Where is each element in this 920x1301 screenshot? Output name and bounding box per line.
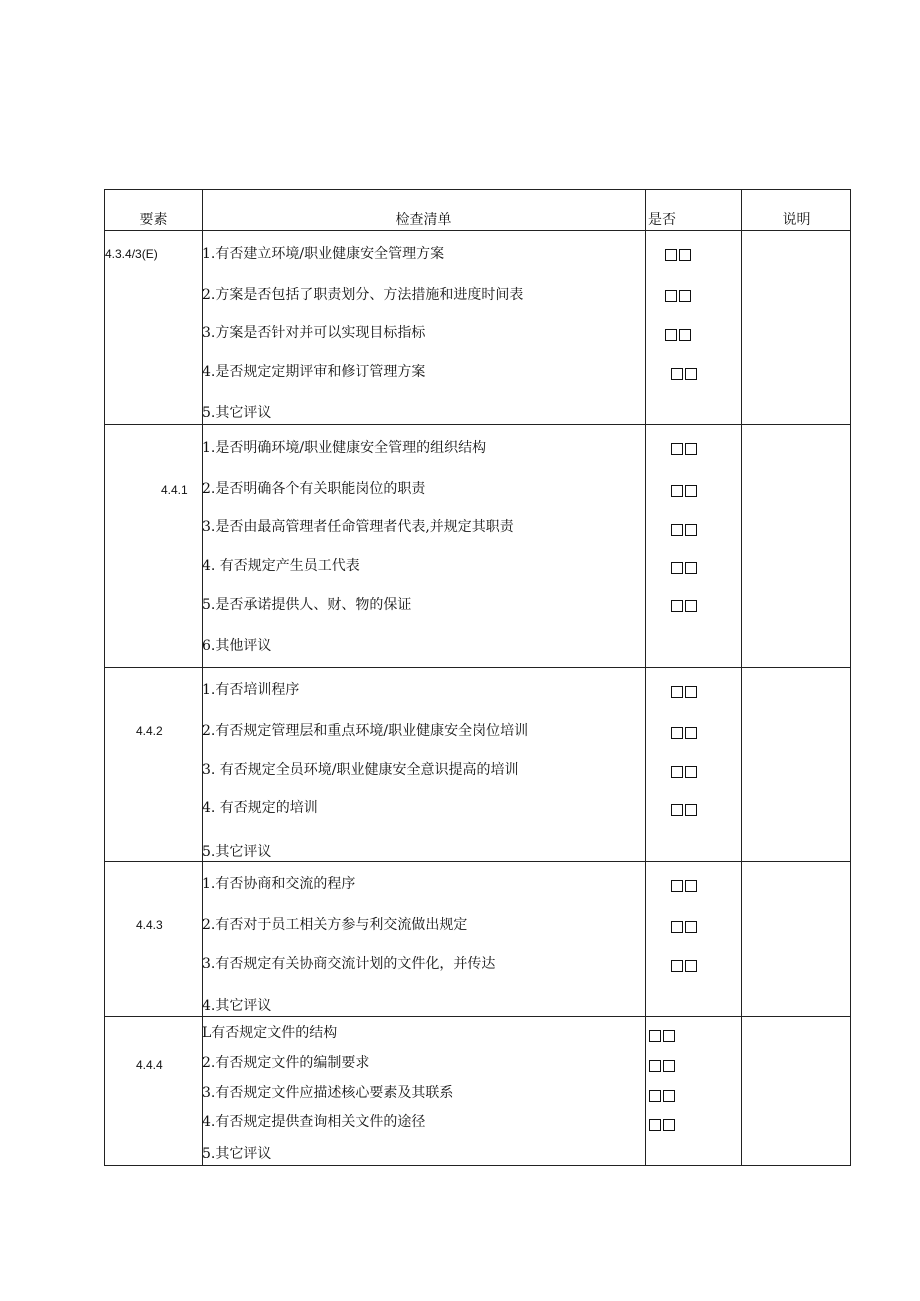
checklist-item: 2.是否明确各个有关职能岗位的职责 — [202, 481, 426, 497]
checklist-item: 4. 有否规定的培训 — [202, 800, 318, 816]
row-divider — [105, 230, 850, 231]
yes-checkbox[interactable] — [649, 1090, 661, 1102]
yes-checkbox[interactable] — [671, 766, 683, 778]
checklist-item: 3. 有否规定全员环境/职业健康安全意识提高的培训 — [202, 762, 519, 778]
header-element: 要素 — [139, 212, 168, 228]
checklist-item: 2.方案是否包括了职责划分、方法措施和进度时间表 — [202, 287, 524, 303]
header-yesno: 是否 — [648, 212, 676, 228]
yes-checkbox[interactable] — [671, 686, 683, 698]
yes-no-checkboxes[interactable] — [665, 329, 691, 341]
checklist-item: 1.是否明确环境/职业健康安全管理的组织结构 — [202, 440, 487, 456]
checklist-item: 2.有否对于员工相关方参与利交流做出规定 — [202, 917, 468, 933]
yes-no-checkboxes[interactable] — [671, 880, 697, 892]
no-checkbox[interactable] — [663, 1090, 675, 1102]
no-checkbox[interactable] — [663, 1060, 675, 1072]
yes-checkbox[interactable] — [671, 443, 683, 455]
row-divider — [105, 861, 850, 862]
checklist-item: 5.其它评议 — [202, 1146, 272, 1162]
yes-no-checkboxes[interactable] — [671, 804, 697, 816]
yes-no-checkboxes[interactable] — [671, 727, 697, 739]
checklist-item: L有否规定文件的结构 — [202, 1025, 338, 1041]
header-remarks: 说明 — [782, 212, 811, 228]
yes-checkbox[interactable] — [671, 485, 683, 497]
no-checkbox[interactable] — [685, 443, 697, 455]
yes-no-checkboxes[interactable] — [671, 485, 697, 497]
no-checkbox[interactable] — [685, 600, 697, 612]
no-checkbox[interactable] — [685, 804, 697, 816]
no-checkbox[interactable] — [663, 1030, 675, 1042]
no-checkbox[interactable] — [679, 249, 691, 261]
yes-checkbox[interactable] — [671, 960, 683, 972]
no-checkbox[interactable] — [685, 562, 697, 574]
column-divider — [741, 190, 742, 1165]
checklist-item: 4.是否规定定期评审和修订管理方案 — [202, 364, 426, 380]
yes-checkbox[interactable] — [649, 1060, 661, 1072]
yes-no-checkboxes[interactable] — [649, 1119, 675, 1131]
yes-no-checkboxes[interactable] — [649, 1060, 675, 1072]
checklist-item: 3.有否规定有关协商交流计划的文件化，并传达 — [202, 956, 496, 972]
yes-no-checkboxes[interactable] — [671, 921, 697, 933]
checklist-item: 4.有否规定提供查询相关文件的途径 — [202, 1114, 426, 1130]
no-checkbox[interactable] — [685, 485, 697, 497]
checklist-item: 1.有否培训程序 — [202, 682, 300, 698]
checklist-item: 5.其它评议 — [202, 844, 272, 860]
no-checkbox[interactable] — [663, 1119, 675, 1131]
yes-checkbox[interactable] — [671, 727, 683, 739]
checklist-item: 5.是否承诺提供人、财、物的保证 — [202, 597, 412, 613]
yes-checkbox[interactable] — [671, 921, 683, 933]
yes-no-checkboxes[interactable] — [649, 1090, 675, 1102]
yes-checkbox[interactable] — [671, 880, 683, 892]
no-checkbox[interactable] — [685, 368, 697, 380]
yes-checkbox[interactable] — [671, 562, 683, 574]
checklist-item: 1.有否协商和交流的程序 — [202, 876, 356, 892]
yes-no-checkboxes[interactable] — [671, 960, 697, 972]
yes-no-checkboxes[interactable] — [665, 249, 691, 261]
yes-no-checkboxes[interactable] — [671, 524, 697, 536]
yes-checkbox[interactable] — [665, 329, 677, 341]
no-checkbox[interactable] — [685, 960, 697, 972]
checklist-item: 6.其他评议 — [202, 638, 272, 654]
row-divider — [105, 667, 850, 668]
no-checkbox[interactable] — [679, 329, 691, 341]
no-checkbox[interactable] — [685, 524, 697, 536]
no-checkbox[interactable] — [685, 880, 697, 892]
yes-no-checkboxes[interactable] — [671, 443, 697, 455]
yes-no-checkboxes[interactable] — [649, 1030, 675, 1042]
yes-checkbox[interactable] — [649, 1030, 661, 1042]
yes-checkbox[interactable] — [671, 600, 683, 612]
checklist-item: 3.方案是否针对并可以实现目标指标 — [202, 325, 426, 341]
yes-no-checkboxes[interactable] — [671, 368, 697, 380]
checklist-item: 4. 有否规定产生员工代表 — [202, 558, 360, 574]
header-checklist: 检查清单 — [395, 212, 452, 228]
checklist-item: 2.有否规定管理层和重点环境/职业健康安全岗位培训 — [202, 723, 529, 739]
yes-no-checkboxes[interactable] — [671, 600, 697, 612]
column-divider — [645, 190, 646, 1165]
yes-no-checkboxes[interactable] — [671, 686, 697, 698]
section-code: 4.4.2 — [136, 724, 163, 738]
checklist-table — [104, 189, 851, 1166]
checklist-item: 3.有否规定文件应描述核心要素及其联系 — [202, 1085, 454, 1101]
row-divider — [105, 424, 850, 425]
no-checkbox[interactable] — [685, 766, 697, 778]
no-checkbox[interactable] — [685, 727, 697, 739]
row-divider — [105, 1016, 850, 1017]
checklist-item: 3.是否由最高管理者任命管理者代表,并规定其职责 — [202, 519, 514, 535]
no-checkbox[interactable] — [685, 686, 697, 698]
no-checkbox[interactable] — [679, 290, 691, 302]
checklist-item: 4.其它评议 — [202, 998, 272, 1014]
section-code: 4.4.4 — [136, 1058, 163, 1072]
no-checkbox[interactable] — [685, 921, 697, 933]
yes-no-checkboxes[interactable] — [671, 766, 697, 778]
checklist-item: 5.其它评议 — [202, 405, 272, 421]
yes-checkbox[interactable] — [649, 1119, 661, 1131]
yes-checkbox[interactable] — [671, 524, 683, 536]
yes-checkbox[interactable] — [671, 804, 683, 816]
checklist-item: 2.有否规定文件的编制要求 — [202, 1055, 370, 1071]
yes-checkbox[interactable] — [665, 290, 677, 302]
yes-no-checkboxes[interactable] — [671, 562, 697, 574]
section-code: 4.4.3 — [136, 918, 163, 932]
checklist-item: 1.有否建立环境/职业健康安全管理方案 — [202, 246, 445, 262]
yes-no-checkboxes[interactable] — [665, 290, 691, 302]
section-code: 4.4.1 — [161, 483, 188, 497]
section-code: 4.3.4/3(E) — [105, 247, 158, 261]
yes-checkbox[interactable] — [665, 249, 677, 261]
yes-checkbox[interactable] — [671, 368, 683, 380]
